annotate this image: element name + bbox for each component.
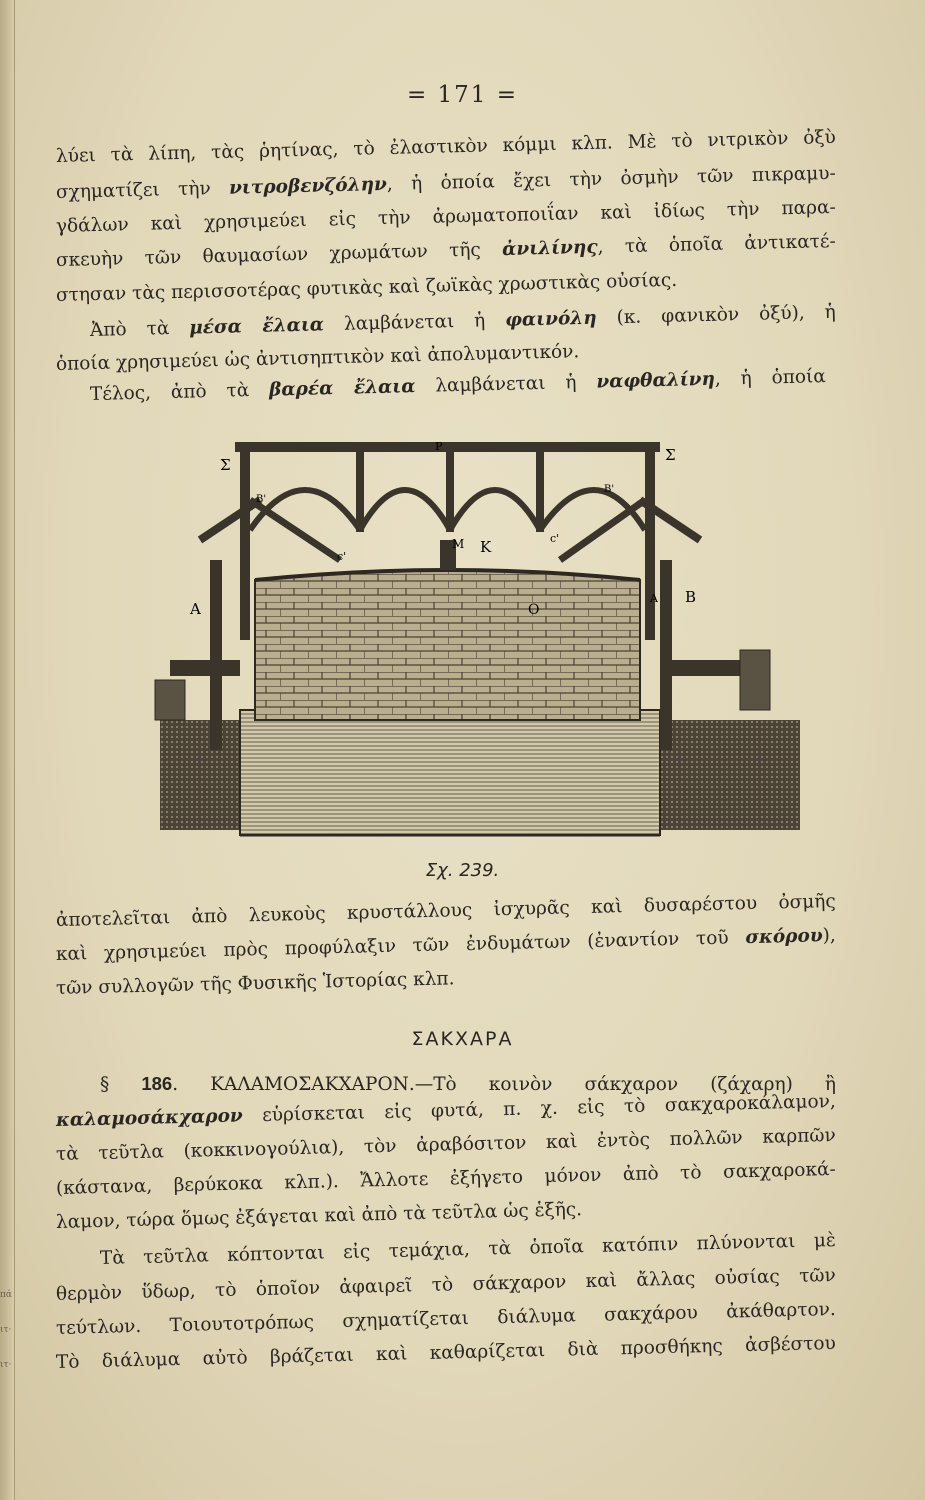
text-line: § 186. ΚΑΛΑΜΟΣΑΚΧΑΡΟΝ.—Τὸ κοινὸν σάκχαρον (ζάχαρη) ἢ [100, 1073, 836, 1095]
text-line: (κάστανα, βερύκοκα κλπ.). Ἄλλοτε ἐξήγετο μόνον ἀπὸ τὸ σακχαροκά- [55, 1158, 837, 1199]
water-tank [240, 710, 660, 835]
label-c-right: c' [550, 532, 560, 545]
text-line: καὶ χρησιμεύει πρὸς προφύλαξιν τῶν ἐνδυμάτων (ἐναντίον τοῦ σκόρου), [55, 924, 837, 965]
figure-gasometer [140, 420, 820, 850]
label-sigma-left: Σ [220, 456, 231, 474]
text-line: ἀποτελεῖται ἀπὸ λευκοὺς κρυστάλλους ἰσχυρᾶς καὶ δυσαρέστου ὀσμῆς [55, 890, 837, 931]
pipe-left [210, 560, 222, 750]
text-line: Ἀπὸ τὰ μέσα ἔλαια λαμβάνεται ἡ φαινόλη (κ. φανικὸν ὀξύ), ἡ [89, 301, 837, 341]
term-heavy-oils: βαρέα ἔλαια [268, 376, 416, 401]
label-k: K [480, 538, 492, 556]
margin-mark: ιτ· [0, 1360, 12, 1370]
label-b-prime-left: B' [256, 494, 267, 505]
page-number: = 171 = [406, 82, 519, 108]
label-b-prime-right: B' [604, 484, 615, 495]
margin-mark: πά [0, 1290, 12, 1300]
text-line: λαμον, τώρα ὅμως ἐξάγεται καὶ ἀπὸ τὰ τεῦτλα ὡς ἑξῆς. [55, 1199, 583, 1233]
figure-caption: Σχ. 239. [425, 860, 500, 881]
pipe-right [660, 560, 672, 750]
term-naphthalene: ναφθαλίνη [596, 368, 716, 393]
page-binding-edge [0, 0, 15, 1500]
text-line: θερμὸν ὕδωρ, τὸ ὁποῖον ἀφαιρεῖ τὸ σάκχαρον καὶ ἄλλας οὐσίας τῶν [55, 1264, 837, 1305]
frame-top-beam [235, 442, 660, 452]
gasometer-illustration [140, 420, 820, 850]
text-line: τῶν συλλογῶν τῆς Φυσικῆς Ἱστορίας κλπ. [55, 968, 455, 999]
label-o: O [528, 602, 540, 618]
gas-bell [255, 570, 640, 720]
label-sigma-right: Σ [665, 446, 676, 464]
label-a-right: A [650, 592, 658, 605]
text-line: σχηματίζει τὴν νιτροβενζόλην, ἡ ὁποία ἔχει τὴν ὀσμὴν τῶν πικραμυ- [55, 162, 837, 203]
label-c-left: c' [337, 550, 347, 563]
text-line: σκευὴν τῶν θαυμασίων χρωμάτων τῆς ἀνιλίνης, τὰ ὁποῖα ἀντικατέ- [55, 230, 837, 271]
text-line: στησαν τὰς περισσοτέρας φυτικὰς καὶ ζωϊκὰς χρωστικὰς οὐσίας. [55, 269, 678, 306]
label-b: B [685, 588, 697, 606]
text-line: Τὸ διάλυμα αὐτὸ βράζεται καὶ καθαρίζεται διὰ προσθήκης ἀσβέστου [55, 1332, 837, 1373]
term-phenol: φαινόλη [504, 307, 597, 331]
term-aniline: ἀνιλίνης [501, 236, 598, 261]
label-p: P [435, 440, 443, 453]
text-line: λύει τὰ λίπη, τὰς ῥητίνας, τὸ ἐλαστικὸν κόμμι κλπ. Μὲ τὸ νιτρικὸν ὀξὺ [55, 126, 837, 167]
text-line: καλαμοσάκχαρον εὑρίσκεται εἰς φυτά, π. χ. εἰς τὸ σακχαροκάλαμον, [55, 1090, 837, 1131]
section-title: ΣΑΚΧΑΡΑ [411, 1028, 514, 1050]
term-moth: σκόρου [745, 925, 823, 949]
text-line: τεύτλων. Τοιουτοτρόπως σχηματίζεται διάλυμα σακχάρου ἀκάθαρτον. [55, 1298, 837, 1339]
margin-mark: ιτ· [0, 1325, 12, 1335]
term-cane-sugar: καλαμοσάκχαρον [55, 1105, 244, 1131]
frame-column-left [240, 450, 250, 640]
text-line: ὁποία χρησιμεύει ὡς ἀντισηπτικὸν καὶ ἀπολυμαντικόν. [55, 341, 580, 375]
label-a: A [190, 600, 201, 618]
text-line: Τὰ τεῦτλα κόπτονται εἰς τεμάχια, τὰ ὁποῖα κατόπιν πλύνονται μὲ [99, 1230, 837, 1269]
text-line: γδάλων καὶ χρησιμεύει εἰς τὴν ἀρωματοποιΐαν καὶ ἰδίως τὴν παρα- [55, 196, 837, 237]
text-line: Τέλος, ἀπὸ τὰ βαρέα ἔλαια λαμβάνεται ἡ ναφθαλίνη, ἡ ὁποία [89, 366, 827, 405]
frame-column-right [645, 450, 655, 640]
term-nitrobenzene: νιτροβενζόλην [228, 173, 388, 199]
term-middle-oils: μέσα ἔλαια [188, 314, 325, 339]
text-line: τὰ τεῦτλα (κοκκινογούλια), τὸν ἀραβόσιτον καὶ ἐντὸς πολλῶν καρπῶν [55, 1124, 837, 1165]
label-m: M [452, 537, 465, 551]
section-number: 186 [141, 1073, 173, 1094]
